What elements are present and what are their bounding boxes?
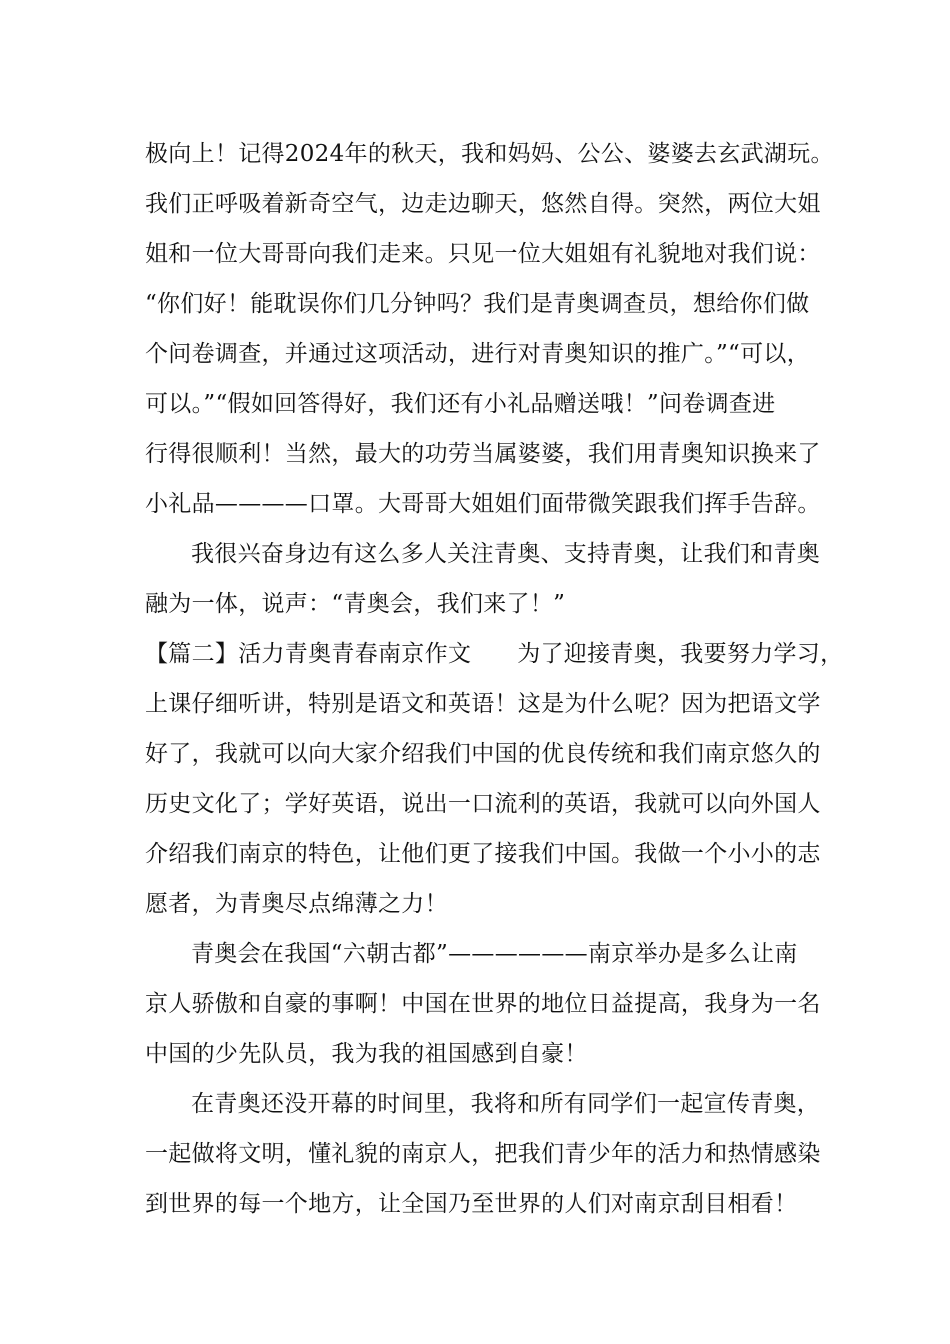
text-line: 到世界的每一个地方，让全国乃至世界的人们对南京刮目相看！ — [145, 1191, 798, 1217]
text-line: 愿者，为青奥尽点绵薄之力！ — [145, 891, 448, 917]
paragraph-4 — [145, 929, 825, 1079]
paragraph-2 — [145, 529, 825, 629]
text-line: 姐和一位大哥哥向我们走来。只见一位大姐姐有礼貌地对我们说： — [145, 241, 821, 267]
text-line: 青奥会在我国“六朝古都”——————南京举办是多么让南 — [191, 941, 798, 967]
section-heading-line — [145, 629, 844, 679]
text-line: 历史文化了；学好英语，说出一口流利的英语，我就可以向外国人 — [145, 791, 821, 817]
section-heading: 【篇二】活力青奥青春南京作文 — [145, 641, 472, 667]
text-line: 在青奥还没开幕的时间里，我将和所有同学们一起宣传青奥， — [191, 1091, 821, 1117]
text-line: 京人骄傲和自豪的事啊！中国在世界的地位日益提高，我身为一名 — [145, 991, 821, 1017]
text-line: 可以。”“假如回答得好，我们还有小礼品赠送哦！”问卷调查进 — [145, 391, 776, 417]
text-line: 小礼品————口罩。大哥哥大姐姐们面带微笑跟我们挥手告辞。 — [145, 491, 821, 517]
text-line: 我们正呼吸着新奇空气，边走边聊天，悠然自得。突然，两位大姐 — [145, 191, 821, 217]
text-line: 个问卷调查，并通过这项活动，进行对青奥知识的推广。”“可以， — [145, 341, 811, 367]
text-line: 一起做将文明，懂礼貌的南京人，把我们青少年的活力和热情感染 — [145, 1141, 821, 1167]
text-line: 我很兴奋身边有这么多人关注青奥、支持青奥，让我们和青奥 — [191, 541, 821, 567]
text-line: 行得很顺利！当然，最大的功劳当属婆婆，我们用青奥知识换来了 — [145, 441, 821, 467]
paragraph-5 — [145, 1079, 825, 1229]
text-line: 融为一体，说声：“青奥会，我们来了！” — [145, 591, 566, 617]
text-line: 中国的少先队员，我为我的祖国感到自豪！ — [145, 1041, 588, 1067]
paragraph-1 — [145, 129, 834, 529]
text-line: 上课仔细听讲，特别是语文和英语！这是为什么呢？因为把语文学 — [145, 691, 821, 717]
paragraph-3 — [145, 629, 844, 929]
document-body — [145, 129, 844, 1229]
text-line: “你们好！能耽误你们几分钟吗？我们是青奥调查员，想给你们做 — [145, 291, 810, 317]
text-line: 好了，我就可以向大家介绍我们中国的优良传统和我们南京悠久的 — [145, 741, 821, 767]
section-heading-continuation: 为了迎接青奥，我要努力学习， — [517, 641, 844, 667]
text-line: 极向上！记得2024年的秋天，我和妈妈、公公、婆婆去玄武湖玩。 — [145, 141, 834, 167]
text-line: 介绍我们南京的特色，让他们更了接我们中国。我做一个小小的志 — [145, 841, 821, 867]
